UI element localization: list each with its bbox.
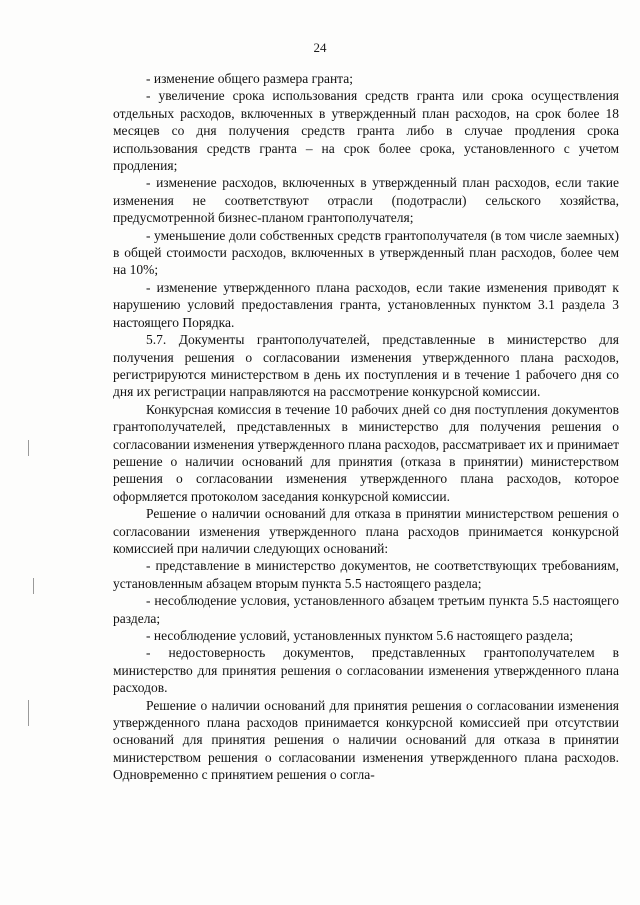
paragraph: Решение о наличии оснований для принятия решения о согласовании изменения утвержденного плана расходов принимается конкурсной комиссией при отсутствии оснований для принятия решения о наличии оснований для отказа в принятии министерством решения о согласовании изменения утвержденного плана расходов. Одновременно с принятием решения о согла-: [113, 697, 619, 783]
paragraph: Конкурсная комиссия в течение 10 рабочих дней со дня поступления документов грантополучателей, представленных в министерство для получения решения о согласовании изменения утвержденного плана расходов, рассматривает их и принимает решение о наличии оснований для принятия (отказа в принятии) министерством решения о согласовании изменения утвержденного плана расходов, которое оформляется протоколом заседания конкурсной комиссии.: [113, 401, 619, 504]
paragraph: 5.7. Документы грантополучателей, представленные в министерство для получения решения о согласовании изменения утвержденного плана расходов, регистрируются министерством в день их поступления и в течение 1 рабочего дня со дня их регистрации направляются на рассмотрение конкурсной комиссии.: [113, 332, 619, 400]
document-body: [113, 70, 619, 784]
paragraph: - изменение утвержденного плана расходов, если такие изменения приводят к нарушению условий предоставления гранта, установленных пунктом 3.1 раздела 3 настоящего Порядка.: [113, 279, 619, 330]
paragraph: - несоблюдение условий, установленных пунктом 5.6 настоящего раздела;: [146, 628, 574, 643]
page-number: 24: [313, 40, 327, 55]
paragraph: - изменение общего размера гранта;: [146, 71, 353, 86]
paragraph: - недостоверность документов, представленных грантополучателем в министерство для принятия решения о согласовании изменения утвержденного плана расходов.: [113, 645, 619, 696]
scan-artifact: [28, 440, 29, 456]
paragraph: - уменьшение доли собственных средств грантополучателя (в том числе заемных) в общей стоимости расходов, включенных в утвержденный план расходов, более чем на 10%;: [113, 227, 619, 278]
paragraph: - несоблюдение условия, установленного абзацем третьим пункта 5.5 настоящего раздела;: [113, 593, 619, 626]
scan-artifact: [28, 700, 29, 726]
paragraph: - увеличение срока использования средств гранта или срока осуществления отдельных расходов, включенных в утвержденный план расходов, на срок более 18 месяцев со дня получения средств гранта либо в случае продления срока использования средств гранта – на срок более срока, установленного с учетом продления;: [113, 88, 619, 174]
paragraph: - представление в министерство документов, не соответствующих требованиям, установленным абзацем вторым пункта 5.5 настоящего раздела;: [113, 558, 619, 591]
paragraph: Решение о наличии оснований для отказа в принятии министерством решения о согласовании изменения утвержденного плана расходов принимается конкурсной комиссией при наличии следующих оснований:: [113, 506, 619, 556]
scan-artifact: [33, 578, 34, 594]
paragraph: - изменение расходов, включенных в утвержденный план расходов, если такие изменения не соответствуют отрасли (подотрасли) сельского хозяйства, предусмотренной бизнес-планом грантополучателя;: [113, 175, 619, 226]
